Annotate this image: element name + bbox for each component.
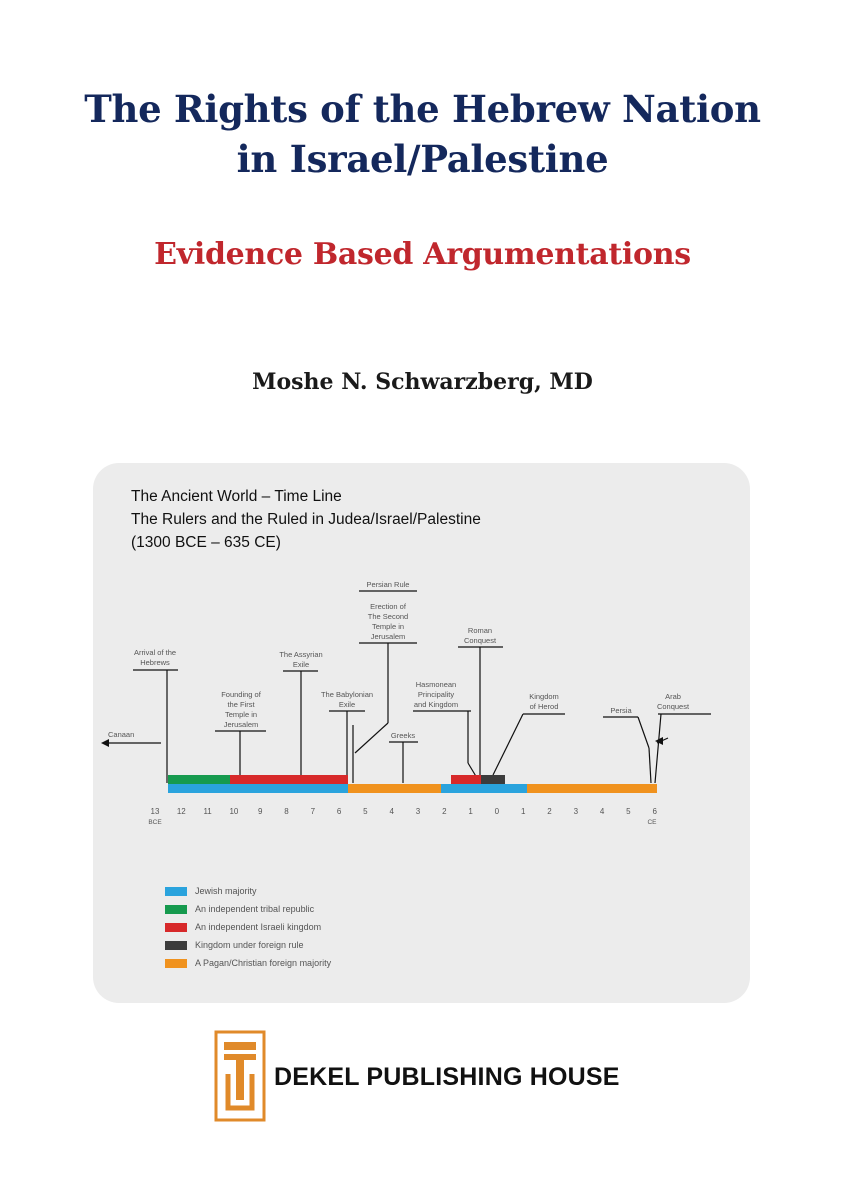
axis-tick-label: 2	[442, 807, 447, 816]
axis-tick-label: 8	[284, 807, 289, 816]
event-roman-line-1: Roman	[467, 626, 493, 635]
event-erection-line-3: Temple in	[371, 622, 405, 631]
event-founding-line-2: the First	[227, 700, 255, 709]
event-arab-line-2: Conquest	[656, 702, 690, 711]
publisher-logo-icon	[214, 1030, 266, 1122]
publisher-name: DEKEL PUBLISHING HOUSE	[274, 1063, 620, 1091]
pointer-erection-diagonal	[355, 723, 388, 753]
title-line-1: The Rights of the Hebrew Nation	[84, 87, 761, 131]
axis-tick-label: 1	[520, 807, 526, 816]
axis-tick-label: 3	[573, 807, 579, 816]
event-canaan: Canaan	[108, 730, 135, 739]
book-subtitle: Evidence Based Argumentations	[154, 237, 691, 272]
axis-tick-label: 1	[468, 807, 473, 816]
canaan-arrow-head	[101, 739, 109, 747]
publisher-block	[214, 1030, 674, 1122]
event-hasmonean-line-2: Principality	[417, 690, 455, 699]
axis-ce-label: CE	[647, 819, 657, 826]
timeline-panel	[93, 463, 750, 1003]
timeline-legend	[165, 883, 465, 973]
title-line-2: in Israel/Palestine	[236, 137, 609, 181]
legend-swatch	[165, 905, 187, 914]
timeline-heading-line-1: The Ancient World – Time Line	[131, 488, 342, 505]
bar-foreign-majority-2	[527, 784, 657, 793]
event-arab-line-1: Arab	[665, 692, 681, 701]
axis-tick-label: 11	[203, 807, 212, 816]
legend-swatch	[165, 941, 187, 950]
axis-tick-label: 13	[150, 807, 160, 816]
legend-label: Jewish majority	[195, 886, 257, 896]
event-herod-line-2: of Herod	[529, 702, 559, 711]
legend-label: A Pagan/Christian foreign majority	[195, 958, 332, 968]
event-hasmonean-line-3: and Kingdom	[413, 700, 459, 709]
legend-item	[165, 883, 465, 901]
pointer-persia-2	[649, 748, 651, 783]
event-erection-line-4: Jerusalem	[370, 632, 406, 641]
timeline-heading-line-3: (1300 BCE – 635 CE)	[131, 534, 281, 551]
axis-bce-label: BCE	[148, 819, 162, 826]
event-erection-line-1: Erection of	[370, 602, 406, 611]
bar-tribal-republic	[168, 775, 230, 784]
event-founding-line-4: Jerusalem	[223, 720, 259, 729]
pointer-arab	[655, 714, 661, 783]
axis-tick-label: 6	[652, 807, 657, 816]
book-title	[0, 84, 845, 184]
axis-tick-label: 5	[626, 807, 631, 816]
axis-tick-label: 12	[176, 807, 186, 816]
bar-jewish-majority-2	[441, 784, 527, 793]
axis-tick-label: 9	[257, 807, 263, 816]
legend-label: An independent tribal republic	[195, 904, 315, 914]
pointer-herod	[493, 714, 523, 775]
legend-item	[165, 955, 465, 973]
event-erection-line-2: The Second	[367, 612, 409, 621]
pointer-persia	[638, 717, 649, 748]
axis-tick-label: 3	[415, 807, 421, 816]
event-babylonian-line-1: The Babylonian	[320, 690, 374, 699]
event-assyrian-line-1: The Assyrian	[279, 650, 323, 659]
legend-item	[165, 901, 465, 919]
timeline-heading-line-2: The Rulers and the Ruled in Judea/Israel/Palestine	[131, 511, 481, 528]
legend-item	[165, 937, 465, 955]
axis-tick-label: 4	[389, 807, 394, 816]
timeline-diagram	[93, 463, 750, 863]
legend-label: Kingdom under foreign rule	[195, 940, 304, 950]
axis-tick-label: 6	[336, 807, 342, 816]
book-author: Moshe N. Schwarzberg, MD	[252, 369, 593, 395]
event-assyrian-line-2: Exile	[292, 660, 310, 669]
event-babylonian-line-2: Exile	[338, 700, 356, 709]
legend-swatch	[165, 887, 187, 896]
event-herod-line-1: Kingdom	[529, 692, 559, 701]
bar-jewish-majority-1	[168, 784, 348, 793]
axis-tick-label: 0	[494, 807, 500, 816]
bar-foreign-rule	[481, 775, 505, 784]
event-founding-line-3: Temple in	[224, 710, 258, 719]
event-hasmonean-line-1: Hasmonean	[415, 680, 457, 689]
event-persia: Persia	[610, 706, 632, 715]
event-arrival-line-2: Hebrews	[140, 658, 170, 667]
event-persian-rule: Persian Rule	[366, 580, 410, 589]
event-arrival-line-1: Arrival of the	[133, 648, 177, 657]
axis-tick-label: 5	[363, 807, 368, 816]
event-roman-line-2: Conquest	[463, 636, 497, 645]
legend-swatch	[165, 923, 187, 932]
legend-swatch	[165, 959, 187, 968]
event-greeks: Greeks	[390, 731, 416, 740]
axis-tick-label: 10	[229, 807, 239, 816]
bar-first-kingdom	[230, 775, 348, 784]
legend-item	[165, 919, 465, 937]
bar-foreign-majority-1	[348, 784, 441, 793]
bar-hasmonean-kingdom	[451, 775, 481, 784]
event-founding-line-1: Founding of	[221, 690, 261, 699]
axis-tick-label: 7	[310, 807, 316, 816]
axis-tick-label: 2	[547, 807, 552, 816]
axis-tick-label: 4	[599, 807, 605, 816]
legend-label: An independent Israeli kingdom	[195, 922, 322, 932]
